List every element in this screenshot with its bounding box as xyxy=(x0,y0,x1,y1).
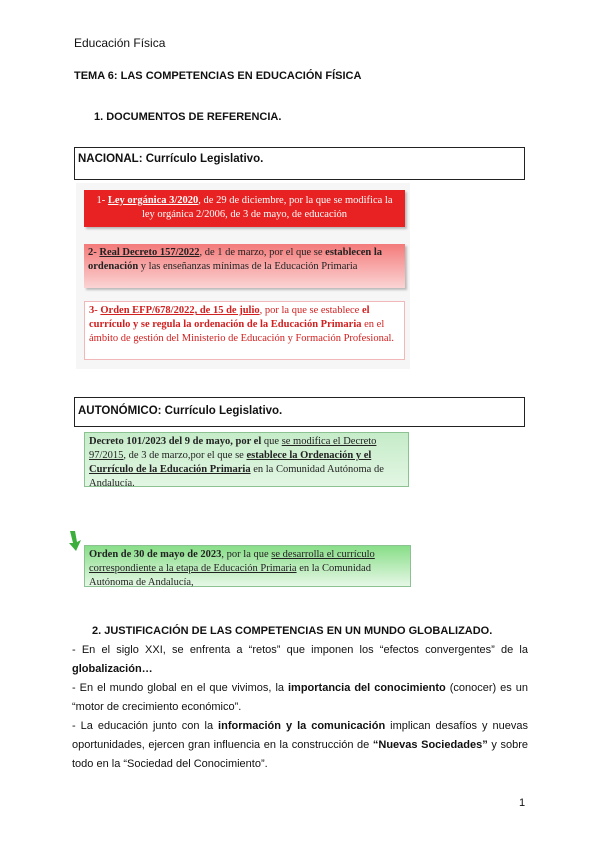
law-4-b: que xyxy=(261,436,282,447)
law-3 xyxy=(84,301,405,360)
law-2-num: 2- xyxy=(88,247,97,258)
section-2-title: 2. JUSTIFICACIÓN DE LAS COMPETENCIAS EN UN MUNDO GLOBALIZADO. xyxy=(92,625,493,637)
law-2 xyxy=(84,244,405,288)
law-2-b: establecen la ordenación xyxy=(88,247,383,272)
page-number: 1 xyxy=(519,797,526,809)
law-5-d: en la Comunidad Autónoma de Andalucía, xyxy=(89,563,371,588)
law-4-c: se modifica el Decreto 97/2015 xyxy=(89,436,377,461)
p2-b: importancia del conocimiento xyxy=(288,682,446,694)
law-2-c: y las enseñanzas mínimas de la Educación Primaria xyxy=(138,261,358,272)
law-3-link: Orden EFP/678/2022, de 15 de julio xyxy=(100,305,260,316)
law-2-link: Real Decreto 157/2022 xyxy=(99,247,200,258)
law-3-c: en el ámbito de gestión del Ministerio de Educación y Formación Profesional. xyxy=(89,319,395,344)
national-box: NACIONAL: Currículo Legislativo. xyxy=(74,147,525,180)
law-3-num: 3- xyxy=(89,305,98,316)
law-1-num: 1- xyxy=(96,195,106,206)
p3-a: - La educación junto con la xyxy=(72,720,219,732)
p3-b: información y la comunicación xyxy=(218,720,386,732)
law-3-a: , por la que se establece xyxy=(259,305,360,316)
p3-d: “Nuevas Sociedades” xyxy=(372,739,488,751)
law-4-e: establece la Ordenación y el Currículo de la Educación Primaria xyxy=(89,450,372,475)
law-4-f: en la Comunidad Autónoma de Andalucía. xyxy=(89,464,384,489)
p3-e: y sobre todo en la “Sociedad del Conocimiento”. xyxy=(72,739,528,770)
law-1-rest: , de 29 de diciembre, por la que se modifica la ley orgánica 2/2006, de 3 de mayo, de educación xyxy=(141,195,393,220)
p3-c: implican desafíos y nuevas oportunidades, ejercen gran influencia en la construcción de xyxy=(72,720,528,751)
p1-b: globalización… xyxy=(72,663,153,675)
paragraph-2 xyxy=(72,679,528,717)
paragraph-1 xyxy=(72,641,528,679)
law-5 xyxy=(84,545,411,587)
header-subject: Educación Física xyxy=(74,36,166,50)
law-4 xyxy=(84,432,409,487)
law-4-d: , de 3 de marzo,por el que se xyxy=(123,450,247,461)
page-title: TEMA 6: LAS COMPETENCIAS EN EDUCACIÓN FÍSICA xyxy=(74,70,362,82)
law-5-a: Orden de 30 de mayo de 2023 xyxy=(89,549,222,560)
law-3-b: el currículo y se regula la ordenación de la Educación Primaria xyxy=(89,305,370,330)
law-1 xyxy=(84,190,405,227)
autonomic-box: AUTONÓMICO: Currículo Legislativo. xyxy=(74,397,525,427)
law-5-b: , por la que xyxy=(221,549,272,560)
law-4-a: Decreto 101/2023 del 9 de mayo, por el xyxy=(89,436,262,447)
arrow-icon xyxy=(67,530,85,552)
p2-a: - En el mundo global en el que vivimos, la xyxy=(72,682,288,694)
paragraph-3 xyxy=(72,717,528,774)
law-1-link: Ley orgánica 3/2020 xyxy=(107,195,199,206)
section-1-title: 1. DOCUMENTOS DE REFERENCIA. xyxy=(94,111,282,123)
law-2-a: , de 1 de marzo, por el que se xyxy=(199,247,323,258)
p2-c: (conocer) es un “motor de crecimiento económico”. xyxy=(72,682,529,713)
law-5-c: se desarrolla el currículo correspondiente a la etapa de Educación Primaria xyxy=(89,549,375,574)
p1-a: - En el siglo XXI, se enfrenta a “retos” que imponen los “efectos convergentes” de la xyxy=(72,644,528,656)
